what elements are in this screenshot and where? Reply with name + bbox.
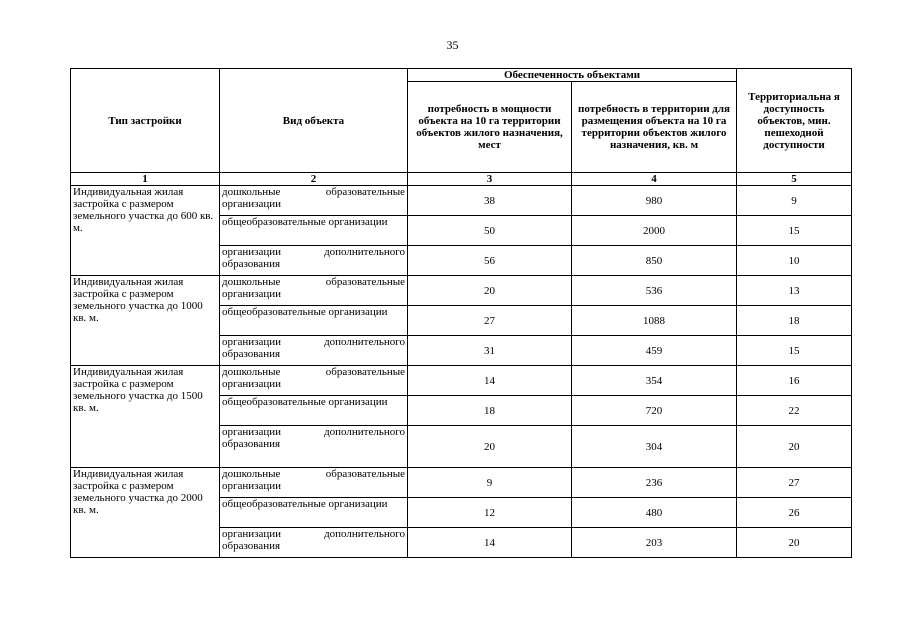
table-row — [71, 468, 852, 498]
column-number: 4 — [572, 173, 737, 186]
capacity-cell: 56 — [408, 246, 572, 276]
area-cell: 1088 — [572, 306, 737, 336]
object-kind-cell: дошкольные образовательные организации — [220, 366, 408, 396]
capacity-cell: 50 — [408, 216, 572, 246]
building-type-cell: Индивидуальная жилая застройка с размером земельного участка до 1500 кв. м. — [71, 366, 220, 468]
header-area: потребность в территории для размещения объекта на 10 га территории объектов жилого назначения, кв. м — [572, 82, 737, 173]
header-object-kind: Вид объекта — [220, 69, 408, 173]
building-type-cell: Индивидуальная жилая застройка с размером земельного участка до 1000 кв. м. — [71, 276, 220, 366]
accessibility-cell: 18 — [737, 306, 852, 336]
capacity-cell: 14 — [408, 366, 572, 396]
object-kind-cell: организации дополнительного образования — [220, 336, 408, 366]
capacity-cell: 12 — [408, 498, 572, 528]
accessibility-cell: 16 — [737, 366, 852, 396]
area-cell: 536 — [572, 276, 737, 306]
table-header — [71, 69, 852, 186]
accessibility-cell: 27 — [737, 468, 852, 498]
building-type-cell: Индивидуальная жилая застройка с размером земельного участка до 2000 кв. м. — [71, 468, 220, 558]
accessibility-cell: 13 — [737, 276, 852, 306]
object-kind-cell: общеобразовательные организации — [220, 216, 408, 246]
area-cell: 203 — [572, 528, 737, 558]
accessibility-cell: 10 — [737, 246, 852, 276]
area-cell: 459 — [572, 336, 737, 366]
table-row — [71, 366, 852, 396]
accessibility-cell: 22 — [737, 396, 852, 426]
capacity-cell: 38 — [408, 186, 572, 216]
table-row — [71, 276, 852, 306]
capacity-cell: 18 — [408, 396, 572, 426]
area-cell: 720 — [572, 396, 737, 426]
accessibility-cell: 9 — [737, 186, 852, 216]
column-number: 1 — [71, 173, 220, 186]
area-cell: 850 — [572, 246, 737, 276]
column-number: 2 — [220, 173, 408, 186]
header-provision-group: Обеспеченность объектами — [408, 69, 737, 82]
capacity-cell: 20 — [408, 276, 572, 306]
object-kind-cell: организации дополнительного образования — [220, 426, 408, 468]
capacity-cell: 27 — [408, 306, 572, 336]
accessibility-cell: 15 — [737, 336, 852, 366]
accessibility-cell: 20 — [737, 528, 852, 558]
table-row — [71, 186, 852, 216]
page-number: 35 — [446, 38, 459, 52]
object-kind-cell: общеобразовательные организации — [220, 498, 408, 528]
area-cell: 980 — [572, 186, 737, 216]
object-kind-cell: дошкольные образовательные организации — [220, 276, 408, 306]
capacity-cell: 20 — [408, 426, 572, 468]
area-cell: 2000 — [572, 216, 737, 246]
column-number: 5 — [737, 173, 852, 186]
column-number-row — [71, 173, 852, 186]
header-accessibility: Территориальна я доступность объектов, мин. пешеходной доступности — [737, 69, 852, 173]
column-number: 3 — [408, 173, 572, 186]
object-kind-cell: организации дополнительного образования — [220, 246, 408, 276]
object-kind-cell: дошкольные образовательные организации — [220, 186, 408, 216]
capacity-cell: 14 — [408, 528, 572, 558]
accessibility-cell: 20 — [737, 426, 852, 468]
object-kind-cell: дошкольные образовательные организации — [220, 468, 408, 498]
area-cell: 236 — [572, 468, 737, 498]
header-capacity: потребность в мощности объекта на 10 га территории объектов жилого назначения, мест — [408, 82, 572, 173]
area-cell: 354 — [572, 366, 737, 396]
object-kind-cell: организации дополнительного образования — [220, 528, 408, 558]
capacity-cell: 31 — [408, 336, 572, 366]
area-cell: 304 — [572, 426, 737, 468]
area-cell: 480 — [572, 498, 737, 528]
provision-norms-table — [70, 68, 852, 558]
capacity-cell: 9 — [408, 468, 572, 498]
table-body — [71, 186, 852, 558]
header-building-type: Тип застройки — [71, 69, 220, 173]
accessibility-cell: 15 — [737, 216, 852, 246]
object-kind-cell: общеобразовательные организации — [220, 306, 408, 336]
object-kind-cell: общеобразовательные организации — [220, 396, 408, 426]
building-type-cell: Индивидуальная жилая застройка с размером земельного участка до 600 кв. м. — [71, 186, 220, 276]
accessibility-cell: 26 — [737, 498, 852, 528]
